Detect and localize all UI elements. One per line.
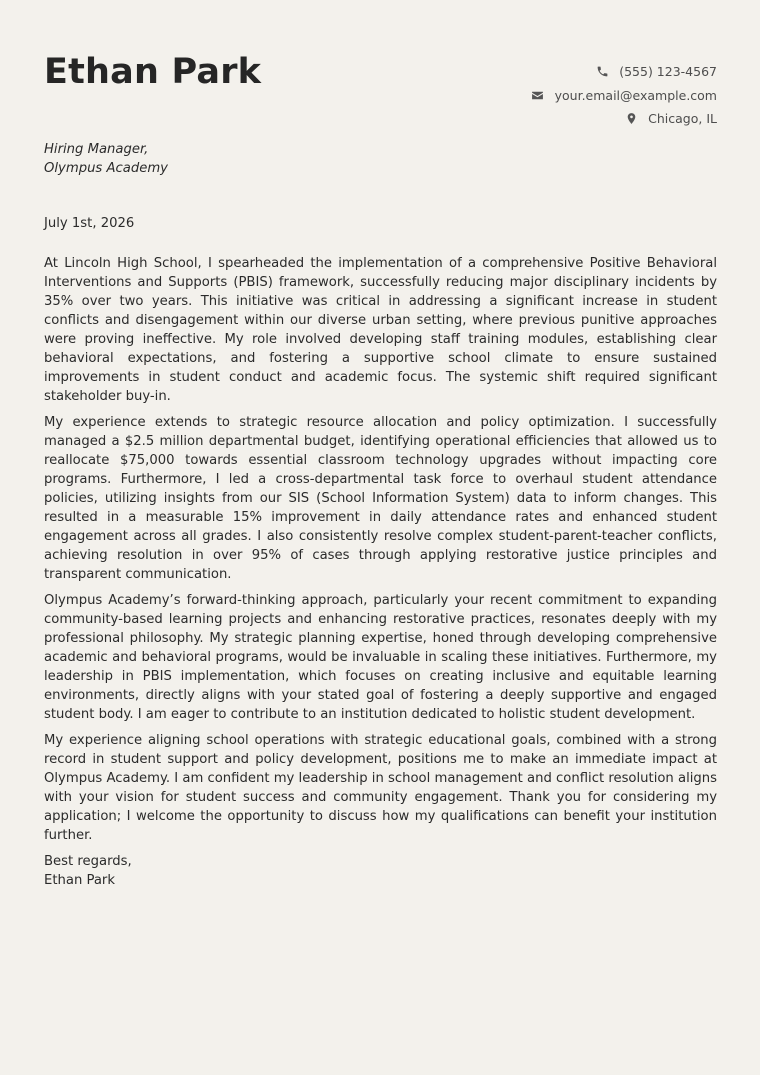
applicant-name: Ethan Park — [44, 52, 262, 92]
envelope-icon — [531, 88, 545, 102]
location-text: Chicago, IL — [648, 111, 717, 126]
paragraph: At Lincoln High School, I spearheaded the implementation of a comprehensive Positive Behavioral Interventions and Supports (PBIS) framework, successfully reducing major disciplinary incidents by 35% over two years. This initiative was critical in addressing a significant increase in student conflicts and disengagement within our diverse urban setting, where previous punitive approaches were proving ineffective. My role involved developing staff training modules, establishing clear behavioral expectations, and fostering a supportive school climate to ensure sustained improvements in student conduct and academic focus. The systemic shift required significant stakeholder buy-in. — [44, 256, 717, 404]
contact-block — [531, 60, 717, 131]
contact-phone — [531, 60, 717, 84]
letter-body — [44, 254, 717, 890]
paragraph: Olympus Academy’s forward-thinking approach, particularly your recent commitment to expanding community-based learning projects and enhancing restorative practices, resonates deeply with my professional philosophy. My strategic planning expertise, honed through developing comprehensive academic and behavioral programs, would be invaluable in scaling these initiatives. Furthermore, my leadership in PBIS implementation, which focuses on creating inclusive and equitable learning environments, directly aligns with your stated goal of fostering a deeply supportive and engaged student body. I am eager to contribute to an institution dedicated to holistic student development. — [44, 593, 717, 722]
email-text[interactable]: your.email@example.com — [554, 87, 717, 103]
recipient-organization: Olympus Academy — [44, 161, 168, 176]
recipient-title: Hiring Manager, — [44, 142, 149, 157]
phone-text[interactable]: (555) 123-4567 — [619, 64, 717, 79]
recipient-block — [44, 140, 168, 178]
paragraph: My experience aligning school operations with strategic educational goals, combined with a strong record in student support and policy development, positions me to make an immediate impact at Olympus Academy. I am confident my leadership in school management and conflict resolution aligns with your vision for student success and community engagement. Thank you for considering my application; I welcome the opportunity to discuss how my qualifications can benefit your institution further. — [44, 733, 717, 843]
contact-location — [531, 107, 717, 131]
map-pin-icon — [624, 112, 638, 126]
signature-name: Ethan Park — [44, 873, 115, 888]
letter-date: July 1st, 2026 — [44, 216, 135, 231]
closing-block — [44, 852, 717, 890]
closing-salutation: Best regards, — [44, 854, 132, 869]
paragraph: My experience extends to strategic resource allocation and policy optimization. I successfully managed a $2.5 million departmental budget, identifying operational efficiencies that allowed us to reallocate $75,000 towards essential classroom technology upgrades without impacting core programs. Furthermore, I led a cross-departmental task force to overhaul student attendance policies, utilizing insights from our SIS (School Information System) data to inform changes. This resulted in a measurable 15% improvement in daily attendance rates and enhanced student engagement across all grades. I also consistently resolve complex student-parent-teacher conflicts, achieving resolution in over 95% of cases through applying restorative justice principles and transparent communication. — [44, 415, 717, 582]
phone-icon — [595, 65, 609, 79]
contact-email — [531, 84, 717, 108]
